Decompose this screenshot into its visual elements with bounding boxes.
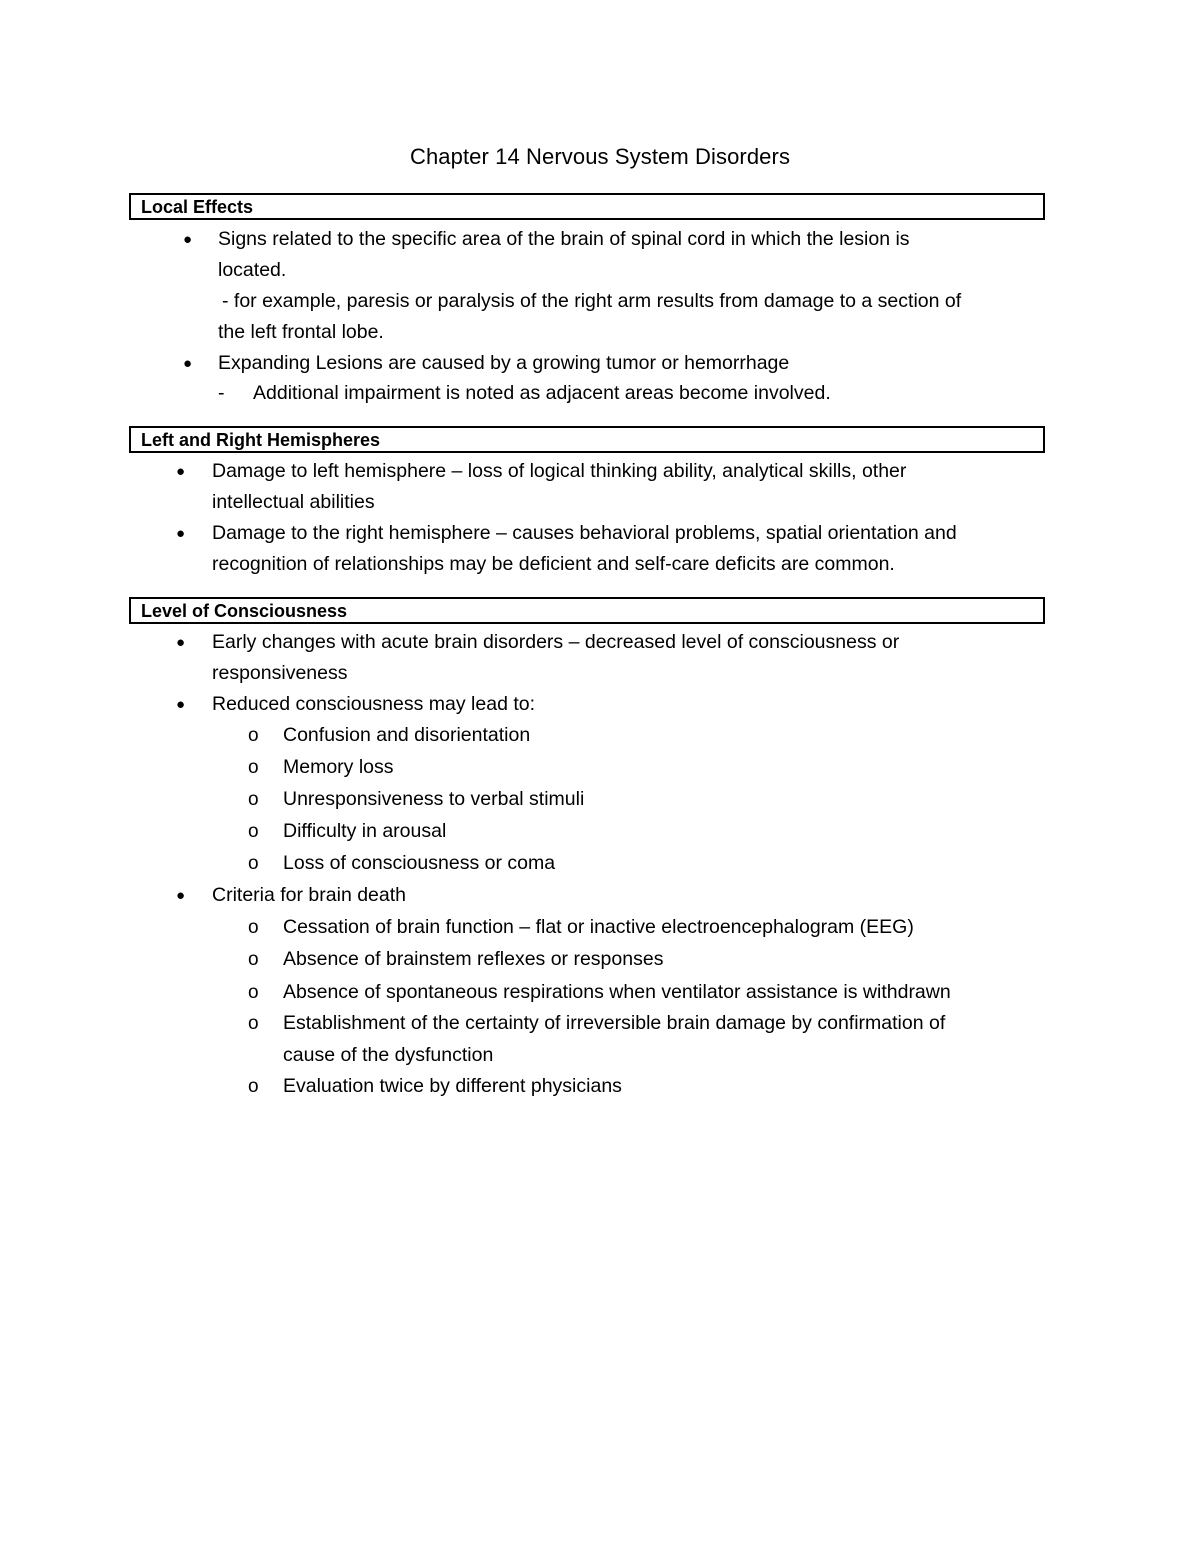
bullet-icon: ●	[176, 525, 186, 542]
text-line: Unresponsiveness to verbal stimuli	[283, 788, 585, 810]
text-line: Loss of consciousness or coma	[283, 852, 556, 874]
text-line: located.	[218, 259, 287, 281]
text-line: Criteria for brain death	[212, 884, 407, 906]
circle-bullet-icon: o	[248, 1076, 259, 1097]
bullet-icon: ●	[176, 634, 186, 651]
page-title: Chapter 14 Nervous System Disorders	[409, 144, 791, 169]
circle-bullet-icon: o	[248, 917, 259, 938]
text-line: Reduced consciousness may lead to:	[212, 693, 536, 715]
bullet-icon: ●	[183, 355, 193, 372]
circle-bullet-icon: o	[248, 853, 259, 874]
text-line: Evaluation twice by different physicians	[283, 1075, 622, 1097]
circle-bullet-icon: o	[248, 982, 259, 1003]
text-line: Damage to the right hemisphere – causes behavioral problems, spatial orientation and	[212, 522, 957, 544]
dash-icon: -	[218, 382, 225, 404]
text-line: Memory loss	[283, 756, 394, 778]
text-line: responsiveness	[212, 662, 348, 684]
bullet-icon: ●	[183, 231, 193, 248]
circle-bullet-icon: o	[248, 821, 259, 842]
text-line: Early changes with acute brain disorders – decreased level of consciousness or	[212, 631, 900, 653]
text-line: Absence of brainstem reflexes or responses	[283, 948, 664, 970]
text-line: Difficulty in arousal	[283, 820, 447, 842]
text-line: cause of the dysfunction	[283, 1044, 494, 1066]
text-line: the left frontal lobe.	[218, 321, 384, 343]
text-line: recognition of relationships may be deficient and self-care deficits are common.	[212, 553, 895, 575]
text-line: Establishment of the certainty of irreversible brain damage by confirmation of	[283, 1012, 946, 1034]
section-heading-local-effects: Local Effects	[129, 193, 1045, 220]
text-line: Additional impairment is noted as adjacent areas become involved.	[253, 382, 831, 404]
circle-bullet-icon: o	[248, 1013, 259, 1034]
circle-bullet-icon: o	[248, 725, 259, 746]
circle-bullet-icon: o	[248, 949, 259, 970]
section-heading-consciousness: Level of Consciousness	[129, 597, 1045, 624]
bullet-icon: ●	[176, 696, 186, 713]
circle-bullet-icon: o	[248, 757, 259, 778]
bullet-icon: ●	[176, 463, 186, 480]
text-line: Damage to left hemisphere – loss of logical thinking ability, analytical skills, other	[212, 460, 907, 482]
section-heading-hemispheres: Left and Right Hemispheres	[129, 426, 1045, 453]
text-line: Confusion and disorientation	[283, 724, 531, 746]
bullet-icon: ●	[176, 887, 186, 904]
circle-bullet-icon: o	[248, 789, 259, 810]
text-line: intellectual abilities	[212, 491, 375, 513]
text-line: Cessation of brain function – flat or inactive electroencephalogram (EEG)	[283, 916, 914, 938]
text-line: Signs related to the specific area of the brain of spinal cord in which the lesion is	[218, 228, 910, 250]
text-line: - for example, paresis or paralysis of the right arm results from damage to a section of	[222, 290, 962, 312]
text-line: Expanding Lesions are caused by a growing tumor or hemorrhage	[218, 352, 790, 374]
text-line: Absence of spontaneous respirations when ventilator assistance is withdrawn	[283, 981, 951, 1003]
